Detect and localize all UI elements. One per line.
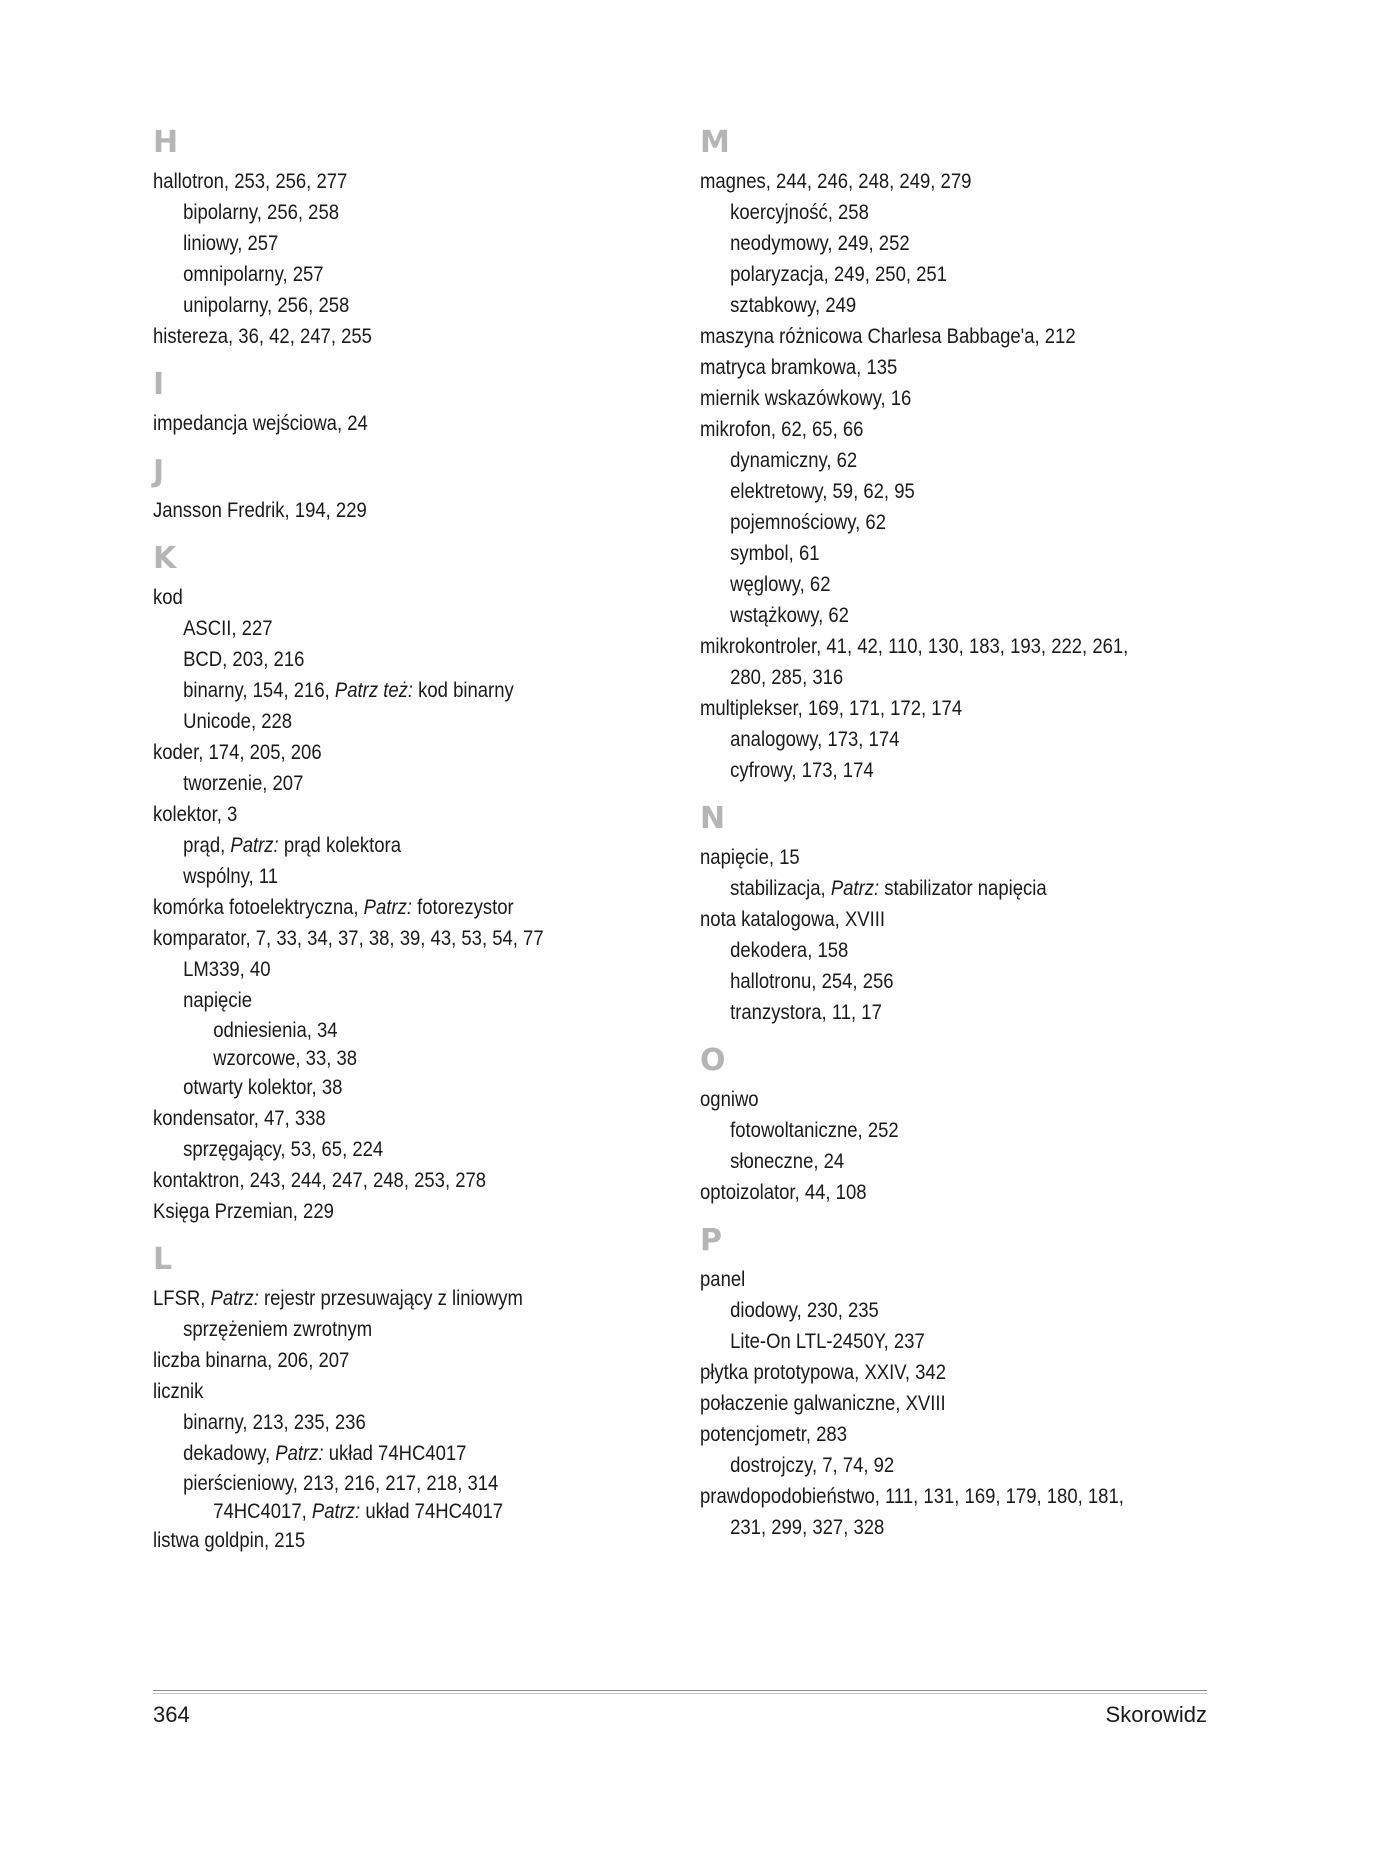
- see-reference: Patrz:: [363, 895, 412, 919]
- index-entry: [153, 1103, 600, 1134]
- entry-text: słoneczne, 24: [730, 1149, 845, 1173]
- entry-text: miernik wskazówkowy, 16: [700, 386, 912, 410]
- entry-text: optoizolator, 44, 108: [700, 1180, 867, 1204]
- see-reference: Patrz:: [311, 1499, 361, 1523]
- index-section-i: [153, 364, 673, 439]
- section-letter-heading: I: [153, 367, 165, 402]
- index-column-left: [153, 122, 673, 1568]
- entry-text: hallotronu, 254, 256: [730, 969, 894, 993]
- entry-text: magnes, 244, 246, 248, 249, 279: [700, 169, 972, 193]
- entry-text: sprzęgający, 53, 65, 224: [183, 1137, 384, 1161]
- entry-text: ogniwo: [700, 1087, 759, 1111]
- entry-text: impedancja wejściowa, 24: [153, 411, 368, 435]
- entry-text: kondensator, 47, 338: [153, 1106, 326, 1130]
- entry-text: hallotron, 253, 256, 277: [153, 169, 348, 193]
- index-entry: [153, 923, 600, 954]
- index-entry: [153, 954, 600, 985]
- entry-text: węglowy, 62: [730, 572, 831, 596]
- entry-text: Jansson Fredrik, 194, 229: [153, 498, 367, 522]
- index-entry: [700, 1419, 1182, 1450]
- index-section-k: [153, 538, 673, 1227]
- index-entry: [700, 1481, 1182, 1512]
- entry-text: LM339, 40: [183, 957, 271, 981]
- entry-text: pojemnościowy, 62: [730, 510, 886, 534]
- entry-text: wspólny, 11: [183, 864, 279, 888]
- index-entry: [153, 1497, 600, 1525]
- index-entry: [700, 507, 1182, 538]
- entry-text: pierścieniowy, 213, 216, 217, 218, 314: [183, 1471, 499, 1495]
- index-entry: [700, 259, 1182, 290]
- index-entry: [153, 1196, 600, 1227]
- entry-text: neodymowy, 249, 252: [730, 231, 910, 255]
- index-entry: [700, 383, 1182, 414]
- index-entry: [153, 1376, 600, 1407]
- entry-text: sprzężeniem zwrotnym: [183, 1317, 373, 1341]
- entry-text: analogowy, 173, 174: [730, 727, 900, 751]
- index-entry: [700, 600, 1182, 631]
- index-entry: [700, 873, 1182, 904]
- entry-text: polaryzacja, 249, 250, 251: [730, 262, 948, 286]
- index-entry: [700, 1512, 1182, 1543]
- index-entry: [700, 1084, 1182, 1115]
- index-entry: [700, 842, 1182, 873]
- index-section-o: [700, 1040, 1260, 1208]
- entry-text: napięcie, 15: [700, 845, 800, 869]
- entry-text: wstążkowy, 62: [730, 603, 849, 627]
- index-section-h: [153, 122, 673, 352]
- footer-rule: [153, 1690, 1207, 1691]
- index-entry: [153, 768, 600, 799]
- index-entry: [153, 737, 600, 768]
- entry-text: diodowy, 230, 235: [730, 1298, 879, 1322]
- entry-text: komparator, 7, 33, 34, 37, 38, 39, 43, 53, 54, 77: [153, 926, 544, 950]
- entry-text: Unicode, 228: [183, 709, 293, 733]
- entry-text: płytka prototypowa, XXIV, 342: [700, 1360, 947, 1384]
- index-entry: [700, 1115, 1182, 1146]
- section-letter-heading: O: [700, 1043, 726, 1078]
- entry-text: kontaktron, 243, 244, 247, 248, 253, 278: [153, 1168, 487, 1192]
- index-entry: [700, 1326, 1182, 1357]
- entry-text: LFSR,: [153, 1286, 211, 1310]
- index-entry: [153, 1134, 600, 1165]
- entry-text: potencjometr, 283: [700, 1422, 847, 1446]
- index-entry: [153, 1165, 600, 1196]
- index-entry: [153, 321, 600, 352]
- entry-text: stabilizacja,: [730, 876, 831, 900]
- index-entry: [700, 166, 1182, 197]
- index-entry: [153, 197, 600, 228]
- index-entry: [700, 997, 1182, 1028]
- entry-text: liniowy, 257: [183, 231, 279, 255]
- index-entry: [153, 228, 600, 259]
- see-target: rejestr przesuwający z liniowym: [258, 1286, 523, 1310]
- index-entry: [700, 414, 1182, 445]
- index-entry: [153, 1044, 600, 1072]
- entry-text: liczba binarna, 206, 207: [153, 1348, 350, 1372]
- entry-text: koercyjność, 258: [730, 200, 869, 224]
- index-entry: [153, 644, 600, 675]
- entry-text: Lite-On LTL-2450Y, 237: [730, 1329, 925, 1353]
- index-entry: [153, 1525, 600, 1556]
- index-entry: [153, 830, 600, 861]
- entry-text: elektretowy, 59, 62, 95: [730, 479, 915, 503]
- index-entry: [153, 1345, 600, 1376]
- index-entry: [153, 1407, 600, 1438]
- index-entry: [700, 352, 1182, 383]
- index-entry: [700, 569, 1182, 600]
- index-entry: [153, 985, 600, 1016]
- entry-text: mikrokontroler, 41, 42, 110, 130, 183, 193, 222, 261,: [700, 634, 1129, 658]
- entry-text: listwa goldpin, 215: [153, 1528, 306, 1552]
- see-target: układ 74HC4017: [360, 1499, 504, 1523]
- index-entry: [700, 476, 1182, 507]
- section-letter-heading: J: [153, 454, 165, 489]
- entry-text: 74HC4017,: [213, 1499, 312, 1523]
- entry-text: połaczenie galwaniczne, XVIII: [700, 1391, 946, 1415]
- see-reference: Patrz:: [210, 1286, 259, 1310]
- entry-text: sztabkowy, 249: [730, 293, 857, 317]
- entry-text: histereza, 36, 42, 247, 255: [153, 324, 372, 348]
- entry-text: bipolarny, 256, 258: [183, 200, 340, 224]
- footer-rule-secondary: [153, 1693, 1207, 1694]
- index-entry: [700, 693, 1182, 724]
- entry-text: dynamiczny, 62: [730, 448, 858, 472]
- see-reference: Patrz:: [275, 1441, 324, 1465]
- entry-text: 231, 299, 327, 328: [730, 1515, 885, 1539]
- entry-text: binarny, 213, 235, 236: [183, 1410, 366, 1434]
- entry-text: kod: [153, 585, 183, 609]
- entry-text: odniesienia, 34: [213, 1018, 338, 1042]
- index-entry: [700, 1177, 1182, 1208]
- index-entry: [153, 861, 600, 892]
- entry-text: binarny, 154, 216,: [183, 678, 335, 702]
- entry-text: multiplekser, 169, 171, 172, 174: [700, 696, 963, 720]
- entry-text: licznik: [153, 1379, 204, 1403]
- index-entry: [153, 706, 600, 737]
- page-number: 364: [153, 1702, 190, 1727]
- index-section-m: [700, 122, 1260, 786]
- entry-text: unipolarny, 256, 258: [183, 293, 350, 317]
- entry-text: omnipolarny, 257: [183, 262, 324, 286]
- entry-text: prąd,: [183, 833, 231, 857]
- index-section-p: [700, 1220, 1260, 1543]
- index-entry: [700, 1450, 1182, 1481]
- index-entry: [153, 892, 600, 923]
- index-entry: [700, 935, 1182, 966]
- entry-text: symbol, 61: [730, 541, 820, 565]
- index-entry: [153, 582, 600, 613]
- entry-text: Księga Przemian, 229: [153, 1199, 334, 1223]
- entry-text: BCD, 203, 216: [183, 647, 305, 671]
- section-letter-heading: H: [153, 125, 179, 160]
- entry-text: koder, 174, 205, 206: [153, 740, 322, 764]
- section-letter-heading: M: [700, 125, 730, 160]
- see-reference: Patrz też:: [334, 678, 414, 702]
- index-section-n: [700, 798, 1260, 1028]
- index-entry: [153, 1016, 600, 1044]
- index-section-l: [153, 1239, 673, 1556]
- entry-text: 280, 285, 316: [730, 665, 844, 689]
- entry-text: maszyna różnicowa Charlesa Babbage'a, 212: [700, 324, 1076, 348]
- index-entry: [153, 1438, 600, 1469]
- entry-text: dostrojczy, 7, 74, 92: [730, 1453, 895, 1477]
- index-entry: [700, 755, 1182, 786]
- see-reference: Patrz:: [230, 833, 279, 857]
- entry-text: otwarty kolektor, 38: [183, 1075, 343, 1099]
- entry-text: ASCII, 227: [183, 616, 273, 640]
- see-target: kod binarny: [413, 678, 514, 702]
- index-entry: [153, 1283, 600, 1314]
- see-target: fotorezystor: [411, 895, 514, 919]
- index-entry: [700, 1388, 1182, 1419]
- index-entry: [700, 445, 1182, 476]
- see-target: układ 74HC4017: [323, 1441, 467, 1465]
- index-entry: [700, 290, 1182, 321]
- see-target: prąd kolektora: [278, 833, 401, 857]
- index-entry: [153, 1072, 600, 1103]
- section-letter-heading: N: [700, 801, 726, 836]
- index-entry: [700, 1264, 1182, 1295]
- index-entry: [700, 904, 1182, 935]
- entry-text: komórka fotoelektryczna,: [153, 895, 364, 919]
- entry-text: dekodera, 158: [730, 938, 849, 962]
- index-entry: [700, 1146, 1182, 1177]
- index-entry: [700, 724, 1182, 755]
- entry-text: mikrofon, 62, 65, 66: [700, 417, 864, 441]
- entry-text: dekadowy,: [183, 1441, 276, 1465]
- index-entry: [153, 290, 600, 321]
- entry-text: wzorcowe, 33, 38: [213, 1046, 358, 1070]
- running-footer-title: Skorowidz: [1105, 1702, 1207, 1727]
- index-entry: [700, 538, 1182, 569]
- entry-text: nota katalogowa, XVIII: [700, 907, 886, 931]
- index-entry: [153, 799, 600, 830]
- entry-text: fotowoltaniczne, 252: [730, 1118, 899, 1142]
- section-letter-heading: L: [153, 1242, 173, 1277]
- entry-text: matryca bramkowa, 135: [700, 355, 898, 379]
- index-entry: [153, 1314, 600, 1345]
- index-entry: [153, 259, 600, 290]
- section-letter-heading: P: [700, 1223, 722, 1258]
- index-entry: [700, 1357, 1182, 1388]
- index-entry: [700, 966, 1182, 997]
- index-entry: [700, 662, 1182, 693]
- index-entry: [700, 321, 1182, 352]
- entry-text: prawdopodobieństwo, 111, 131, 169, 179, 180, 181,: [700, 1484, 1124, 1508]
- index-section-j: [153, 451, 673, 526]
- index-entry: [153, 166, 600, 197]
- section-letter-heading: K: [153, 541, 177, 576]
- entry-text: cyfrowy, 173, 174: [730, 758, 874, 782]
- entry-text: tranzystora, 11, 17: [730, 1000, 882, 1024]
- entry-text: kolektor, 3: [153, 802, 238, 826]
- index-entry: [153, 408, 600, 439]
- see-reference: Patrz:: [830, 876, 880, 900]
- entry-text: tworzenie, 207: [183, 771, 304, 795]
- index-entry: [153, 613, 600, 644]
- entry-text: napięcie: [183, 988, 252, 1012]
- index-entry: [700, 228, 1182, 259]
- entry-text: panel: [700, 1267, 746, 1291]
- index-entry: [153, 495, 600, 526]
- index-entry: [700, 631, 1182, 662]
- index-entry: [153, 1469, 600, 1497]
- see-target: stabilizator napięcia: [879, 876, 1047, 900]
- index-entry: [700, 1295, 1182, 1326]
- index-entry: [700, 197, 1182, 228]
- index-column-right: [700, 122, 1260, 1555]
- index-entry: [153, 675, 600, 706]
